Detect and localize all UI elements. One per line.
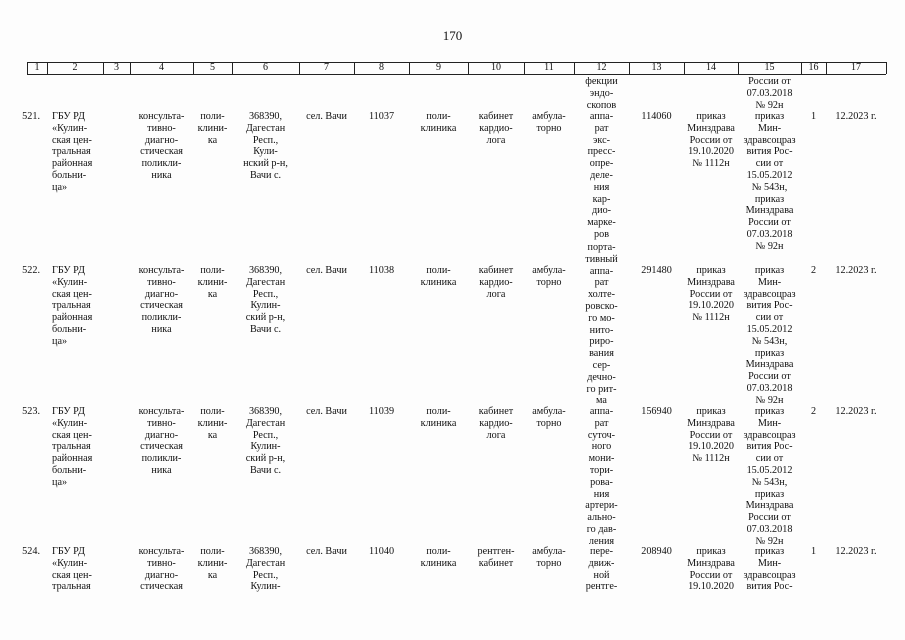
- quantity-cell: 2: [810, 265, 817, 276]
- quantity-cell: 2: [810, 406, 817, 417]
- date-cell: 12.2023 г.: [835, 111, 877, 122]
- column-header-16: 16: [808, 62, 819, 73]
- care-mode-cell: амбула- торно: [532, 111, 566, 134]
- row-number: 522.: [22, 265, 40, 276]
- price-cell: 156940: [641, 406, 672, 417]
- column-header-9: 9: [436, 62, 441, 73]
- price-cell: 208940: [641, 546, 672, 557]
- unit-cell: поли- клини- ка: [197, 406, 228, 441]
- organization-cell: ГБУ РД «Кулин- ская цен- тральная районная больни- ца»: [52, 265, 93, 347]
- locality-cell: сел. Вачи: [306, 546, 347, 557]
- standard-cell: приказ Мин- здравсоцраз вития Рос- сии от 15.05.2012 № 543н, приказ Минздрава России от 07.03.2018 № 92н: [743, 265, 796, 406]
- header-bottom-line: [27, 74, 886, 75]
- care-mode-cell: амбула- торно: [532, 406, 566, 429]
- price-cell: 291480: [641, 265, 672, 276]
- standard-cell: приказ Мин- здравсоцраз вития Рос-: [743, 546, 796, 593]
- code-cell: 11038: [368, 265, 395, 276]
- code-cell: 11040: [368, 546, 395, 557]
- room-cell: кабинет кардио- лога: [478, 406, 514, 441]
- equipment-cell: аппа- рат экс- пресс- опре- деле- ния кар- дио- марке- ров: [587, 111, 616, 240]
- department-cell: поли- клиника: [420, 546, 457, 569]
- room-cell: кабинет кардио- лога: [478, 111, 514, 146]
- row-number: 524.: [22, 546, 40, 557]
- column-header-8: 8: [379, 62, 384, 73]
- column-header-2: 2: [72, 62, 78, 73]
- continued-standard-cell: России от 07.03.2018 № 92н: [746, 76, 793, 111]
- care-mode-cell: амбула- торно: [532, 265, 566, 288]
- locality-cell: сел. Вачи: [306, 265, 347, 276]
- department-cell: поли- клиника: [420, 406, 457, 429]
- department-cell: поли- клиника: [420, 111, 457, 134]
- order-cell: приказ Минздрава России от 19.10.2020: [687, 546, 735, 593]
- column-header-5: 5: [210, 62, 215, 73]
- facility-type-cell: консульта- тивно- диагно- стическая поликли- ника: [138, 406, 185, 476]
- date-cell: 12.2023 г.: [835, 406, 877, 417]
- address-cell: 368390, Дагестан Респ., Кулин- ский р-н, Вачи с.: [245, 265, 286, 335]
- column-header-17: 17: [851, 62, 861, 73]
- code-cell: 11039: [368, 406, 395, 417]
- equipment-cell: пере- движ- ной рентге-: [585, 546, 618, 593]
- facility-type-cell: консульта- тивно- диагно- стическая поликли- ника: [138, 111, 185, 181]
- unit-cell: поли- клини- ка: [197, 546, 228, 581]
- order-cell: приказ Минздрава России от 19.10.2020 № 1112н: [687, 111, 735, 170]
- equipment-cell: аппа- рат суточ- ного мони- тори- рова- ния артери- ально- го дав- ления: [585, 406, 618, 547]
- locality-cell: сел. Вачи: [306, 406, 347, 417]
- column-header-3: 3: [114, 62, 119, 73]
- column-header-11: 11: [544, 62, 554, 73]
- unit-cell: поли- клини- ка: [197, 111, 228, 146]
- date-cell: 12.2023 г.: [835, 546, 877, 557]
- facility-type-cell: консульта- тивно- диагно- стическая поликли- ника: [138, 265, 185, 335]
- order-cell: приказ Минздрава России от 19.10.2020 № 1112н: [687, 265, 735, 324]
- row-number: 523.: [22, 406, 40, 417]
- department-cell: поли- клиника: [420, 265, 457, 288]
- equipment-cell: порта- тивный аппа- рат холте- ровско- го мо- нито- риро- вания сер- дечно- го рит- ма: [585, 242, 618, 407]
- continued-equipment-cell: фекции эндо- скопов: [585, 76, 618, 111]
- quantity-cell: 1: [810, 546, 817, 557]
- column-header-12: 12: [596, 62, 607, 73]
- header-column-divider: [886, 62, 887, 74]
- address-cell: 368390, Дагестан Респ., Кулин-: [245, 546, 286, 593]
- room-cell: рентген- кабинет: [477, 546, 515, 569]
- column-header-6: 6: [263, 62, 268, 73]
- code-cell: 11037: [368, 111, 395, 122]
- column-header-4: 4: [159, 62, 164, 73]
- standard-cell: приказ Мин- здравсоцраз вития Рос- сии от 15.05.2012 № 543н, приказ Минздрава России от 07.03.2018 № 92н: [743, 111, 796, 252]
- organization-cell: ГБУ РД «Кулин- ская цен- тральная: [52, 546, 92, 593]
- care-mode-cell: амбула- торно: [532, 546, 566, 569]
- column-header-14: 14: [706, 62, 716, 73]
- unit-cell: поли- клини- ка: [197, 265, 228, 300]
- locality-cell: сел. Вачи: [306, 111, 347, 122]
- date-cell: 12.2023 г.: [835, 265, 877, 276]
- room-cell: кабинет кардио- лога: [478, 265, 514, 300]
- column-header-10: 10: [491, 62, 501, 73]
- order-cell: приказ Минздрава России от 19.10.2020 № 1112н: [687, 406, 735, 465]
- column-header-15: 15: [764, 62, 775, 73]
- column-header-1: 1: [34, 62, 40, 73]
- column-header-13: 13: [651, 62, 662, 73]
- quantity-cell: 1: [810, 111, 817, 122]
- column-header-7: 7: [324, 62, 329, 73]
- address-cell: 368390, Дагестан Респ., Кулин- ский р-н, Вачи с.: [245, 406, 286, 476]
- address-cell: 368390, Дагестан Респ., Кули- нский р-н, Вачи с.: [243, 111, 288, 181]
- row-number: 521.: [22, 111, 40, 122]
- page-number: 170: [442, 28, 463, 43]
- facility-type-cell: консульта- тивно- диагно- стическая: [138, 546, 185, 593]
- price-cell: 114060: [641, 111, 672, 122]
- standard-cell: приказ Мин- здравсоцраз вития Рос- сии от 15.05.2012 № 543н, приказ Минздрава России от 07.03.2018 № 92н: [743, 406, 796, 547]
- organization-cell: ГБУ РД «Кулин- ская цен- тральная районная больни- ца»: [52, 406, 93, 488]
- organization-cell: ГБУ РД «Кулин- ская цен- тральная районная больни- ца»: [52, 111, 93, 193]
